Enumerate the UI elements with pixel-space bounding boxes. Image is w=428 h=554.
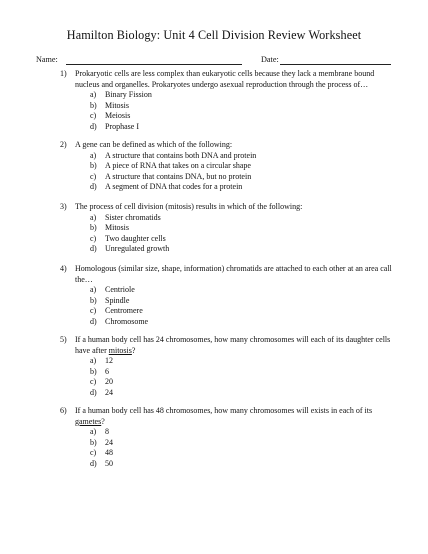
option-letter: d) [90,244,97,253]
option-text: Mitosis [105,100,130,110]
question-number: 1) [60,69,67,78]
question-number: 6) [60,406,67,415]
option-list [0,151,428,193]
option-text: Centromere [105,306,143,315]
option-text: Two daughter cells [105,233,166,243]
question-number: 5) [60,335,67,344]
option-d [0,244,428,255]
option-letter: b) [90,100,97,110]
option-letter: d) [90,387,97,397]
option-c [0,377,428,388]
date-field-line [280,64,391,65]
option-c [0,172,428,183]
option-text: 50 [105,458,113,468]
option-text: 24 [105,387,113,397]
option-letter: b) [90,366,97,376]
option-list [0,213,428,255]
option-letter: b) [90,223,97,232]
option-letter: a) [90,150,97,160]
option-letter: c) [90,377,97,386]
name-label: Name: [36,55,58,64]
option-letter: a) [90,212,97,222]
option-text: Mitosis [105,223,130,232]
question-keyword: gametes [75,416,102,426]
option-list [0,427,428,469]
option-letter: a) [90,285,97,294]
question-text [75,406,395,427]
option-letter: b) [90,437,97,447]
option-letter: d) [90,121,97,131]
option-text: A segment of DNA that codes for a protein [105,182,243,191]
option-text: 24 [105,437,113,447]
option-d [0,317,428,328]
option-a [0,90,428,101]
option-text: Unregulated growth [105,244,170,253]
option-d [0,459,428,470]
option-text: A structure that contains both DNA and protein [105,150,257,160]
option-b [0,367,428,378]
option-text: Spindle [105,295,130,305]
option-c [0,306,428,317]
option-b [0,296,428,307]
option-letter: d) [90,182,97,191]
date-label: Date: [261,55,279,64]
option-a [0,427,428,438]
option-letter: c) [90,171,97,181]
option-list [0,356,428,398]
option-list [0,90,428,132]
question-text-end: ? [131,345,136,355]
option-letter: c) [90,448,97,457]
option-b [0,101,428,112]
option-text: 6 [105,366,109,376]
option-text: Binary Fission [105,90,152,99]
option-text: Chromosome [105,316,149,326]
option-letter: b) [90,161,97,170]
option-c [0,111,428,122]
option-d [0,122,428,133]
option-letter: a) [90,356,97,365]
option-d [0,388,428,399]
option-letter: d) [90,458,97,468]
name-field-line [66,64,242,65]
option-a [0,151,428,162]
question-text: Homologous (similar size, shape, information) chromatids are attached to each other at an area call the… [75,264,392,284]
option-letter: b) [90,295,97,305]
option-a [0,213,428,224]
option-text: 48 [105,448,113,457]
option-c [0,234,428,245]
question-number: 4) [60,264,67,273]
option-c [0,448,428,459]
question-text: A gene can be defined as which of the following: [75,140,233,149]
question-number: 3) [60,202,67,211]
option-b [0,223,428,234]
option-letter: c) [90,306,97,315]
question-number: 2) [60,140,67,149]
option-text: Sister chromatids [105,212,161,222]
option-d [0,182,428,193]
option-b [0,161,428,172]
option-text: 12 [105,356,113,365]
option-text: A structure that contains DNA, but no protein [105,171,252,181]
question-text: Prokaryotic cells are less complex than eukaryotic cells because they lack a membrane bound nucleus and organelles. Prokaryotes undergo asexual reproduction through the process of… [75,69,375,89]
option-letter: d) [90,316,97,326]
option-letter: c) [90,233,97,243]
option-text: 8 [105,427,109,436]
option-letter: a) [90,90,97,99]
option-text: Meiosis [105,111,131,120]
option-letter: c) [90,111,97,120]
option-b [0,438,428,449]
question-text-end: ? [101,416,105,426]
option-text: Centriole [105,285,135,294]
question-text-main: If a human body cell has 24 chromosomes, how many chromosomes will each of its daughter cells have after [75,335,391,355]
option-a [0,285,428,296]
option-text: 20 [105,377,113,386]
option-text: A piece of RNA that takes on a circular shape [105,161,251,170]
question-text [75,335,395,356]
question-text-main: If a human body cell has 48 chromosomes, how many chromosomes will exists in each of its [75,406,373,415]
question-keyword: mitosis [108,345,132,355]
option-a [0,356,428,367]
question-text: The process of cell division (mitosis) results in which of the following: [75,202,303,211]
option-text: Prophase I [105,121,139,131]
option-letter: a) [90,427,97,436]
page-title: Hamilton Biology: Unit 4 Cell Division Review Worksheet [66,28,362,42]
option-list [0,285,428,327]
